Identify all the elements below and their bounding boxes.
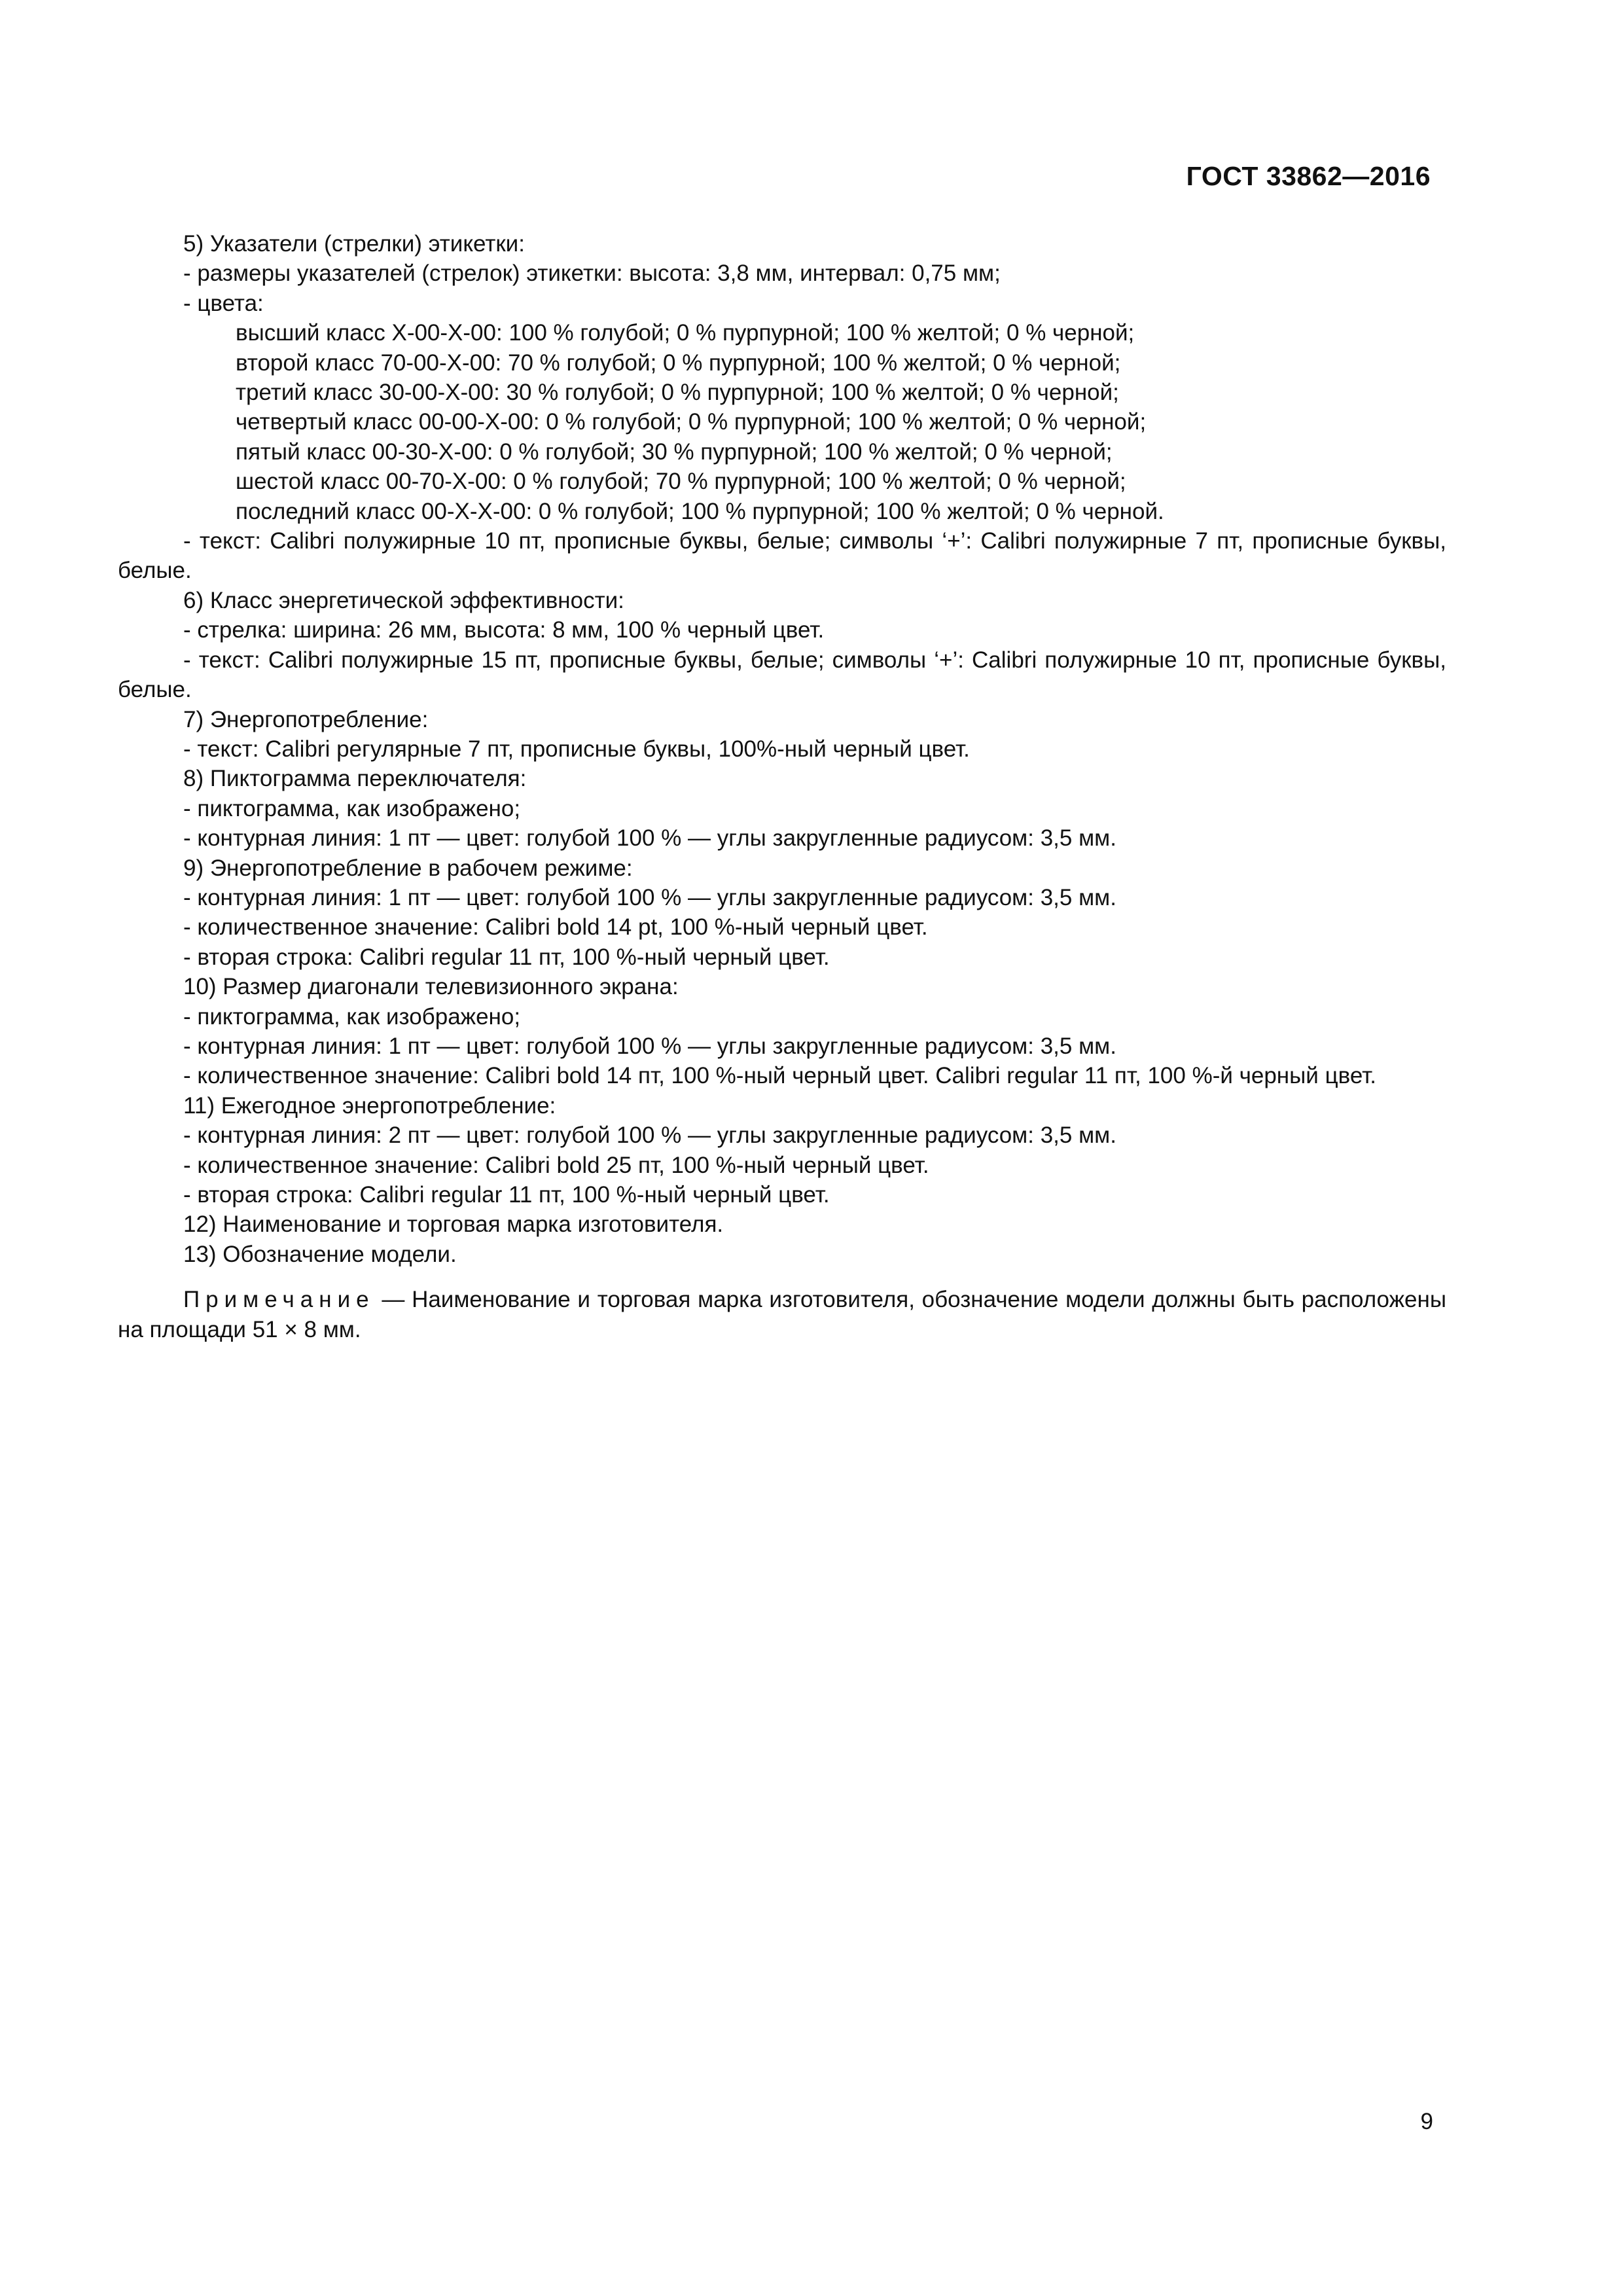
list-item: - текст: Calibri полужирные 10 пт, прописные буквы, белые; символы ‘+’: Calibri полужирные 7 пт, прописные буквы, белые. <box>118 528 1446 584</box>
list-item: - вторая строка: Calibri regular 11 пт, 100 %-ный черный цвет. <box>183 1182 830 1208</box>
note-dash: — <box>374 1287 412 1313</box>
note-paragraph <box>118 1285 1446 1344</box>
list-item: - контурная линия: 1 пт — цвет: голубой 100 % — углы закругленные радиусом: 3,5 мм. <box>183 884 1116 910</box>
list-item: 13) Обозначение модели. <box>183 1241 457 1267</box>
list-item: 7) Энергопотребление: <box>183 706 429 732</box>
list-item: - пиктограмма, как изображено; <box>183 1003 521 1030</box>
note-label: Примечание <box>183 1287 375 1313</box>
color-spec-line: высший класс X-00-X-00: 100 % голубой; 0 % пурпурной; 100 % желтой; 0 % черной; <box>236 320 1135 346</box>
page-number: 9 <box>1420 2109 1433 2134</box>
list-item: 5) Указатели (стрелки) этикетки: <box>183 231 525 257</box>
list-item: - контурная линия: 2 пт — цвет: голубой 100 % — углы закругленные радиусом: 3,5 мм. <box>183 1122 1116 1149</box>
list-item: 9) Энергопотребление в рабочем режиме: <box>183 855 633 881</box>
list-item: - цвета: <box>183 290 264 316</box>
list-item: 12) Наименование и торговая марка изготовителя. <box>183 1211 724 1238</box>
list-item: - текст: Calibri регулярные 7 пт, прописные буквы, 100%-ный черный цвет. <box>183 736 970 762</box>
color-spec-line: четвертый класс 00-00-X-00: 0 % голубой; 0 % пурпурной; 100 % желтой; 0 % черной; <box>236 409 1147 435</box>
list-item: - текст: Calibri полужирные 15 пт, прописные буквы, белые; символы ‘+’: Calibri полужирные 10 пт, прописные буквы, белые. <box>118 647 1446 703</box>
list-item: 8) Пиктограмма переключателя: <box>183 766 527 792</box>
list-item: - контурная линия: 1 пт — цвет: голубой 100 % — углы закругленные радиусом: 3,5 мм. <box>183 1033 1116 1059</box>
color-spec-line: пятый класс 00-30-X-00: 0 % голубой; 30 % пурпурной; 100 % желтой; 0 % черной; <box>236 439 1113 465</box>
note-text: Наименование и торговая марка изготовителя, обозначение модели должны быть расположены на площади 51 × 8 мм. <box>118 1287 1446 1342</box>
list-item: - стрелка: ширина: 26 мм, высота: 8 мм, 100 % черный цвет. <box>183 617 825 643</box>
list-item: 6) Класс энергетической эффективности: <box>183 587 624 613</box>
list-item: - контурная линия: 1 пт — цвет: голубой 100 % — углы закругленные радиусом: 3,5 мм. <box>183 825 1116 852</box>
list-item: - пиктограмма, как изображено; <box>183 795 521 821</box>
color-spec-line: шестой класс 00-70-X-00: 0 % голубой; 70 % пурпурной; 100 % желтой; 0 % черной; <box>236 469 1126 495</box>
list-item: 10) Размер диагонали телевизионного экрана: <box>183 974 679 1000</box>
list-item: 11) Ежегодное энергопотребление: <box>183 1092 556 1119</box>
list-item: - вторая строка: Calibri regular 11 пт, 100 %-ный черный цвет. <box>183 944 830 970</box>
document-body <box>118 229 1446 1344</box>
color-spec-line: последний класс 00-X-X-00: 0 % голубой; 100 % пурпурной; 100 % желтой; 0 % черной. <box>236 498 1164 524</box>
color-spec-line: второй класс 70-00-X-00: 70 % голубой; 0 % пурпурной; 100 % желтой; 0 % черной; <box>236 350 1121 376</box>
list-item: - количественное значение: Calibri bold 14 пт, 100 %-ный черный цвет. Calibri regular 11 пт, 100 %-й черный цвет. <box>183 1063 1376 1089</box>
document-code: ГОСТ 33862—2016 <box>1186 161 1431 191</box>
list-item: - количественное значение: Calibri bold 14 pt, 100 %-ный черный цвет. <box>183 914 928 941</box>
color-spec-line: третий класс 30-00-X-00: 30 % голубой; 0 % пурпурной; 100 % желтой; 0 % черной; <box>236 380 1119 406</box>
list-item: - количественное значение: Calibri bold 25 пт, 100 %-ный черный цвет. <box>183 1152 929 1178</box>
list-item: - размеры указателей (стрелок) этикетки: высота: 3,8 мм, интервал: 0,75 мм; <box>183 260 1001 287</box>
